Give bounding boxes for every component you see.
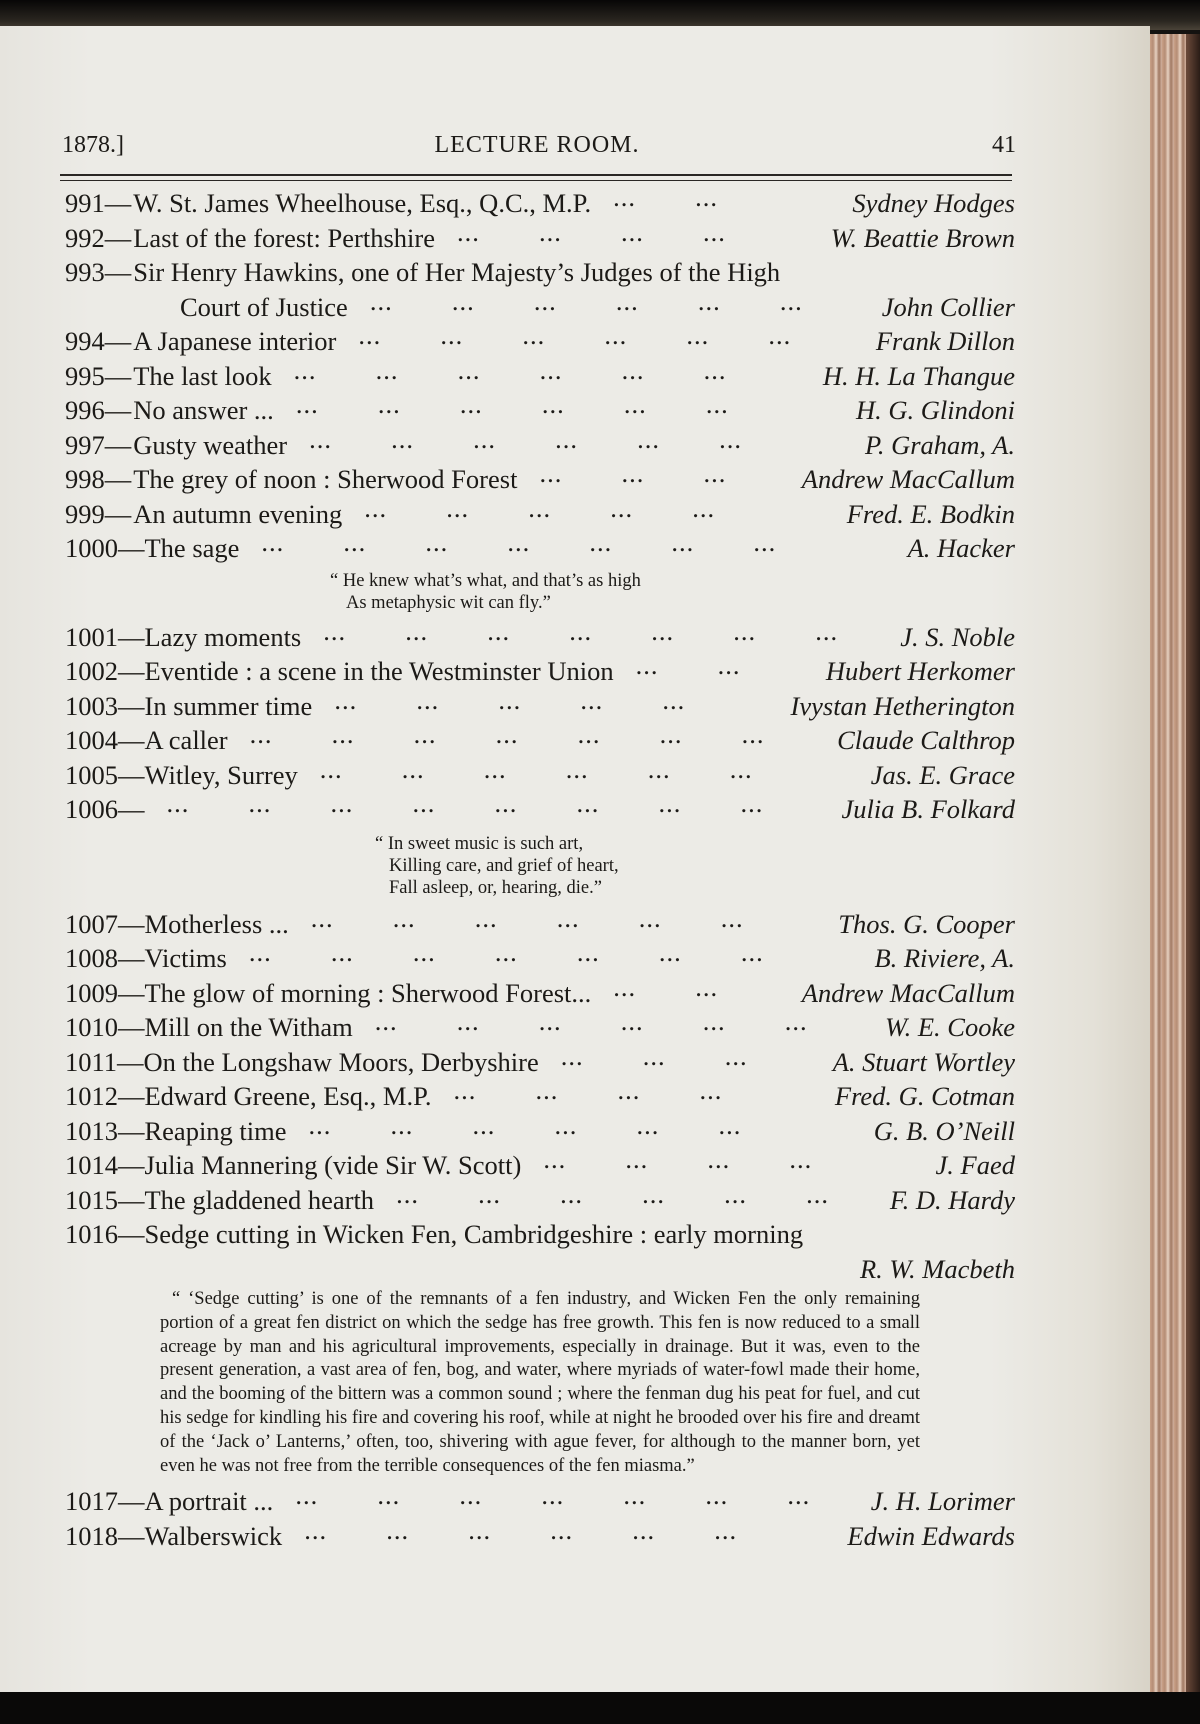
entry-artist: J. Faed (935, 1150, 1015, 1180)
leader-dots: ... (662, 684, 686, 715)
entry-artist: P. Graham, A. (865, 429, 1015, 460)
entry-title: A portrait ... (144, 1486, 274, 1517)
leader-dots: ... (718, 1109, 742, 1140)
leader-dots: ... (719, 423, 742, 454)
header-year: 1878.] (62, 132, 124, 158)
leader-dots: ... (697, 285, 721, 316)
entry-number: 993— (65, 257, 132, 287)
leader-dots: ... (308, 1109, 332, 1140)
leader-dots: ... (166, 788, 190, 818)
header-rule-thick (60, 174, 1012, 176)
entry-number: 1008— (65, 943, 145, 973)
leader-dots: ... (323, 615, 347, 646)
leader-dots: ... (717, 650, 741, 680)
leader-dots: ... (621, 458, 645, 488)
leader-dots: ... (528, 492, 552, 523)
catalogue-entry (65, 354, 1015, 394)
entry-artist: Julia B. Folkard (841, 794, 1015, 824)
entry-number: 1003— (65, 690, 145, 721)
note-text: “ ‘Sedge cutting’ is one of the remnants of a fen industry, and Wicken Fen the only remaining portion of a great fen district on which the sedge has free growth. This fen is now reduced to a small acreage by man and his agricultural improvements, especially in drainage. But it was, even to the present generation, a vast area of fen, bog, and water, where myriads of water-fowl made their home, and the booming of the bittern was a common sound ; where the fenman dug his peat for fuel, and cut his sedge for kindling his fire and covering his roof, while at night he brooded over his fire and dreamt of the ‘Jack o’ Lanterns,’ often, too, shivering with ague fever, for although to the manner born, yet even he was not free from the terrible consequences of the fen miasma.” (160, 1289, 920, 1476)
verse-line: “ In sweet music is such art, (375, 833, 584, 854)
leader-dots: ... (310, 902, 334, 933)
entry-artist: A. Stuart Wortley (832, 1046, 1015, 1077)
leader-dots: ... (576, 788, 600, 818)
entry-artist: H. H. La Thangue (822, 360, 1015, 391)
leader-dots: ... (248, 937, 272, 967)
entry-artist: Thos. G. Cooper (838, 908, 1015, 939)
entry-title: W. St. James Wheelhouse, Esq., Q.C., M.P. (133, 188, 592, 218)
leader-dots: ... (703, 458, 727, 488)
catalogue-entry (65, 615, 1015, 655)
entry-title: The sage (144, 533, 240, 563)
catalogue-entry (65, 1109, 1015, 1149)
leader-dots: ... (658, 788, 682, 818)
entry-title: Gusty weather (133, 429, 288, 460)
leader-dots: ... (671, 527, 695, 557)
leader-dots: ... (309, 423, 332, 454)
leader-dots: ... (412, 937, 436, 967)
entry-artist: Frank Dillon (875, 326, 1015, 356)
verse-line: Killing care, and grief of heart, (389, 855, 619, 876)
entry-number: 1004— (65, 725, 145, 755)
catalogue-entry (65, 1006, 1015, 1045)
leader-dots: ... (576, 937, 600, 967)
leader-dots: ... (391, 423, 414, 454)
leader-dots: ... (637, 423, 660, 454)
catalogue-entry (65, 1217, 1015, 1252)
entry-artist: Andrew MacCallum (801, 464, 1015, 494)
verse-quote (330, 566, 1015, 620)
leader-dots: ... (474, 902, 498, 933)
leader-dots: ... (753, 527, 777, 557)
leader-dots: ... (330, 937, 354, 967)
leader-dots: ... (472, 1109, 496, 1140)
entry-artist: H. G. Glindoni (856, 395, 1015, 425)
leader-dots: ... (425, 527, 449, 557)
leader-dots: ... (459, 1480, 483, 1511)
leader-dots: ... (248, 788, 272, 818)
leader-dots: ... (343, 527, 367, 557)
entry-artist: A. Hacker (907, 533, 1015, 563)
leader-dots: ... (495, 719, 519, 749)
leader-dots: ... (459, 389, 483, 419)
entry-title: An autumn evening (133, 498, 343, 529)
leader-dots: ... (522, 320, 546, 350)
catalogue-entry (65, 650, 1015, 689)
verse-line: As metaphysic wit can fly.” (346, 592, 551, 613)
leader-dots: ... (369, 285, 393, 316)
entry-title-continued: Court of Justice (180, 291, 348, 322)
catalogue-entry (65, 389, 1015, 428)
entry-number: 1018— (65, 1520, 145, 1551)
entry-artist: Jas. E. Grace (870, 759, 1015, 790)
entry-number: 1009— (65, 977, 145, 1008)
leader-dots: ... (695, 182, 718, 212)
leader-dots: ... (295, 389, 319, 419)
leader-dots: ... (659, 719, 683, 749)
leader-dots: ... (779, 285, 803, 316)
leader-dots: ... (456, 216, 480, 247)
leader-dots: ... (543, 1144, 567, 1174)
entry-number: 1007— (65, 908, 145, 939)
leader-dots: ... (724, 1178, 747, 1209)
leader-dots: ... (789, 1144, 813, 1174)
leader-dots: ... (468, 1514, 492, 1545)
entry-artist: John Collier (881, 291, 1015, 322)
leader-dots: ... (396, 1178, 419, 1209)
leader-dots: ... (358, 320, 382, 350)
catalogue-entry (65, 216, 1015, 256)
leader-dots: ... (613, 971, 637, 1002)
entry-number: 998— (65, 464, 132, 494)
leader-dots: ... (623, 389, 647, 419)
leader-dots: ... (620, 1006, 644, 1036)
leader-dots: ... (261, 527, 285, 557)
entry-number: 999— (65, 498, 132, 529)
leader-dots: ... (632, 1514, 656, 1545)
leader-dots: ... (705, 1480, 729, 1511)
entry-artist: Sydney Hodges (852, 188, 1015, 218)
catalogue-entry (65, 753, 1015, 793)
leader-dots: ... (642, 1040, 666, 1071)
leader-dots: ... (401, 753, 425, 784)
leader-dots: ... (377, 1480, 401, 1511)
leader-dots: ... (703, 354, 727, 385)
leader-dots: ... (375, 354, 399, 385)
leader-dots: ... (733, 615, 757, 646)
entry-title: Sedge cutting in Wicken Fen, Cambridgeshire : early morning (144, 1219, 804, 1249)
leader-dots: ... (635, 650, 659, 680)
entry-number: 1005— (65, 759, 145, 790)
leader-dots: ... (377, 389, 401, 419)
entry-number: 1010— (65, 1012, 145, 1042)
leader-dots: ... (589, 527, 613, 557)
catalogue-entry-continued (65, 1252, 1015, 1287)
leader-dots: ... (787, 1480, 811, 1511)
leader-dots: ... (565, 753, 589, 784)
leader-dots: ... (724, 1040, 748, 1071)
leader-dots: ... (507, 527, 531, 557)
page-edges (1150, 34, 1200, 1694)
leader-dots: ... (815, 615, 839, 646)
leader-dots: ... (707, 1144, 731, 1174)
leader-dots: ... (720, 902, 744, 933)
leader-dots: ... (538, 1006, 562, 1036)
leader-dots: ... (453, 1075, 477, 1105)
leader-dots: ... (390, 1109, 414, 1140)
entry-artist: Fred. E. Bodkin (846, 498, 1015, 529)
leader-dots: ... (494, 937, 518, 967)
entry-title: Julia Mannering (vide Sir W. Scott) (144, 1150, 522, 1180)
entry-number: 1013— (65, 1115, 145, 1146)
leader-dots: ... (478, 1178, 501, 1209)
leader-dots: ... (541, 389, 565, 419)
catalogue-entry (65, 492, 1015, 532)
leader-dots: ... (636, 1109, 660, 1140)
entry-number: 1016— (65, 1219, 145, 1249)
leader-dots: ... (647, 753, 671, 784)
page-number: 41 (992, 132, 1016, 158)
entry-number: 995— (65, 360, 132, 391)
catalogue-entry (65, 719, 1015, 758)
entry-number: 1006— (65, 794, 145, 824)
catalogue-entry (65, 527, 1015, 566)
entry-title: Mill on the Witham (144, 1012, 353, 1042)
entry-number: 1015— (65, 1184, 145, 1215)
header-rule-thin (60, 180, 1012, 181)
leader-dots: ... (554, 1109, 578, 1140)
leader-dots: ... (658, 937, 682, 967)
leader-dots: ... (556, 902, 580, 933)
leader-dots: ... (550, 1514, 574, 1545)
verse-quote (375, 827, 1015, 907)
leader-dots: ... (702, 216, 726, 247)
leader-dots: ... (560, 1040, 584, 1071)
leader-dots: ... (535, 1075, 559, 1105)
leader-dots: ... (483, 753, 507, 784)
entry-title: The glow of morning : Sherwood Forest... (144, 977, 592, 1008)
leader-dots: ... (249, 719, 273, 749)
catalogue-entry (65, 788, 1015, 827)
entry-artist: W. E. Cooke (884, 1012, 1015, 1042)
leader-dots: ... (413, 719, 437, 749)
leader-dots: ... (293, 354, 317, 385)
leader-dots: ... (740, 937, 764, 967)
catalogue-list (65, 182, 1015, 1553)
leader-dots: ... (392, 902, 416, 933)
leader-dots: ... (541, 1480, 565, 1511)
entry-artist: B. Riviere, A. (874, 943, 1015, 973)
entry-number: 992— (65, 222, 132, 253)
leader-dots: ... (741, 719, 765, 749)
leader-dots: ... (580, 684, 604, 715)
entry-title: Sir Henry Hawkins, one of Her Majesty’s Judges of the High (133, 257, 781, 287)
entry-title: A caller (144, 725, 228, 755)
entry-artist: R. W. Macbeth (859, 1253, 1015, 1284)
verse-line: Fall asleep, or, hearing, die.” (389, 877, 602, 898)
leader-dots: ... (412, 788, 436, 818)
leader-dots: ... (487, 615, 511, 646)
entry-number: 996— (65, 395, 132, 425)
entry-title: Last of the forest: Perthshire (133, 222, 435, 253)
leader-dots: ... (615, 285, 639, 316)
catalogue-entry (65, 1075, 1015, 1114)
entry-title: Walberswick (144, 1520, 283, 1551)
entry-title: Victims (144, 943, 227, 973)
entry-title: Witley, Surrey (144, 759, 298, 790)
entry-title: In summer time (144, 690, 313, 721)
leader-dots: ... (538, 216, 562, 247)
entry-title: The grey of noon : Sherwood Forest (133, 464, 518, 494)
leader-dots: ... (604, 320, 628, 350)
leader-dots: ... (319, 753, 343, 784)
bottom-scan-border (0, 1692, 1200, 1724)
catalogue-entry (65, 1178, 1015, 1218)
leader-dots: ... (304, 1514, 328, 1545)
entry-title: Eventide : a scene in the Westminster Union (144, 656, 614, 686)
entry-artist: F. D. Hardy (889, 1184, 1015, 1215)
leader-dots: ... (494, 788, 518, 818)
entry-number: 991— (65, 188, 132, 218)
entry-number: 1001— (65, 621, 145, 652)
leader-dots: ... (498, 684, 522, 715)
leader-dots: ... (539, 354, 563, 385)
leader-dots: ... (714, 1514, 738, 1545)
leader-dots: ... (620, 216, 644, 247)
leader-dots: ... (386, 1514, 410, 1545)
leader-dots: ... (621, 354, 645, 385)
entry-number: 1014— (65, 1150, 145, 1180)
leader-dots: ... (446, 492, 470, 523)
entry-title: Reaping time (144, 1115, 287, 1146)
entry-number: 1002— (65, 656, 145, 686)
running-header (62, 132, 1016, 166)
leader-dots: ... (651, 615, 675, 646)
leader-dots: ... (330, 788, 354, 818)
entry-artist: Fred. G. Cotman (834, 1081, 1015, 1111)
entry-artist: G. B. O’Neill (873, 1115, 1015, 1146)
leader-dots: ... (784, 1006, 808, 1036)
leader-dots: ... (451, 285, 475, 316)
entry-title: On the Longshaw Moors, Derbyshire (143, 1046, 539, 1077)
leader-dots: ... (440, 320, 464, 350)
leader-dots: ... (364, 492, 388, 523)
entry-title: The last look (133, 360, 272, 391)
entry-number: 1011— (65, 1046, 144, 1077)
leader-dots: ... (613, 182, 636, 212)
leader-dots: ... (331, 719, 355, 749)
entry-number: 994— (65, 326, 132, 356)
leader-dots: ... (577, 719, 601, 749)
leader-dots: ... (539, 458, 563, 488)
leader-dots: ... (473, 423, 496, 454)
leader-dots: ... (533, 285, 557, 316)
leader-dots: ... (295, 1480, 319, 1511)
entry-number: 1017— (65, 1486, 145, 1517)
prose-note (160, 1286, 920, 1484)
entry-artist: Hubert Herkomer (825, 656, 1015, 686)
catalogue-entry (65, 937, 1015, 976)
leader-dots: ... (405, 615, 429, 646)
entry-title: The gladdened hearth (144, 1184, 375, 1215)
leader-dots: ... (560, 1178, 583, 1209)
leader-dots: ... (555, 423, 578, 454)
entry-artist: Claude Calthrop (837, 725, 1015, 755)
leader-dots: ... (456, 1006, 480, 1036)
leader-dots: ... (768, 320, 792, 350)
leader-dots: ... (699, 1075, 723, 1105)
entry-artist: J. H. Lorimer (870, 1486, 1015, 1517)
leader-dots: ... (569, 615, 593, 646)
leader-dots: ... (692, 492, 716, 523)
entry-number: 1000— (65, 533, 145, 563)
entry-title: No answer ... (133, 395, 274, 425)
leader-dots: ... (617, 1075, 641, 1105)
entry-artist: J. S. Noble (900, 621, 1015, 652)
catalogue-entry (65, 1514, 1015, 1554)
entry-title: Lazy moments (144, 621, 302, 652)
entry-title: Motherless ... (144, 908, 289, 939)
catalogue-entry (65, 1144, 1015, 1183)
leader-dots: ... (416, 684, 440, 715)
leader-dots: ... (610, 492, 634, 523)
leader-dots: ... (374, 1006, 398, 1036)
leader-dots: ... (695, 971, 719, 1002)
leader-dots: ... (729, 753, 753, 784)
entry-artist: W. Beattie Brown (830, 222, 1015, 253)
entry-title: A Japanese interior (133, 326, 337, 356)
leader-dots: ... (686, 320, 710, 350)
leader-dots: ... (642, 1178, 665, 1209)
entry-title: Edward Greene, Esq., M.P. (144, 1081, 432, 1111)
entry-artist: Edwin Edwards (847, 1520, 1015, 1551)
leader-dots: ... (702, 1006, 726, 1036)
entry-number: 1012— (65, 1081, 145, 1111)
entry-number: 997— (65, 429, 132, 460)
leader-dots: ... (334, 684, 358, 715)
leader-dots: ... (806, 1178, 829, 1209)
header-title: LECTURE ROOM. (434, 132, 640, 158)
leader-dots: ... (625, 1144, 649, 1174)
leader-dots: ... (638, 902, 662, 933)
entry-artist: Ivystan Hetherington (790, 690, 1015, 721)
leader-dots: ... (623, 1480, 647, 1511)
leader-dots: ... (457, 354, 481, 385)
catalogue-entry (65, 902, 1015, 942)
entry-artist: Andrew MacCallum (801, 977, 1015, 1008)
catalogue-entry (65, 684, 1015, 724)
verse-line: “ He knew what’s what, and that’s as high (330, 570, 641, 591)
leader-dots: ... (705, 389, 729, 419)
leader-dots: ... (740, 788, 764, 818)
catalogue-entry (65, 1480, 1015, 1519)
